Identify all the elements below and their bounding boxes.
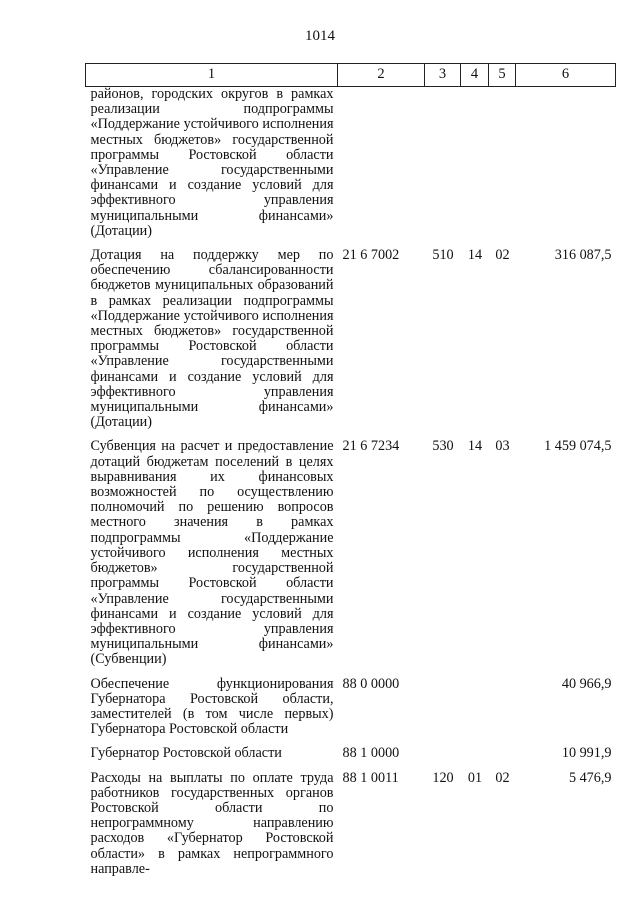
row-pr: 02	[495, 769, 510, 786]
row-code: 88 1 0000	[342, 745, 400, 762]
row-rz	[461, 737, 489, 761]
row-name: Расходы на выплаты по оплате труда работников государственных органов Ростовской области по непрограммному направлению расходов «Губернатор Ростовской области» в рамках непрограммного направле-	[90, 769, 334, 877]
row-vr: 120	[432, 769, 454, 786]
row-vr	[425, 668, 461, 738]
row-code	[338, 87, 425, 240]
row-name: Обеспечение функционирования Губернатора Ростовской области, заместителей (в том числе первых) Губернатора Ростовской области	[90, 675, 334, 738]
row-code: 21 6 7234	[342, 438, 400, 455]
row-amount: 316 087,5	[554, 247, 612, 264]
table-row	[86, 87, 616, 240]
row-rz: 01	[467, 769, 483, 786]
row-vr: 530	[432, 438, 454, 455]
row-name: Губернатор Ростовской области	[90, 745, 282, 762]
column-header-code: 2	[338, 64, 425, 87]
row-amount: 40 966,9	[561, 675, 612, 692]
row-name: Субвенция на расчет и предоставление дотаций бюджетам поселений в целях выравнивания их финансовых возможностей по осуществлению полномочий по решению вопросов местного значения в рамках подпрограммы «Поддержание устойчивого исполнения местных бюджетов» государственной программы Ростовской области «Управление государственными финансами и создание условий для эффективного управления муниципальными финансами» (Субвенции)	[90, 438, 334, 668]
table-row	[86, 737, 616, 761]
column-header-amount: 6	[516, 64, 616, 87]
column-header-name: 1	[86, 64, 338, 87]
row-amount: 1 459 074,5	[544, 438, 612, 455]
budget-table	[85, 63, 616, 877]
row-name: Дотация на поддержку мер по обеспечению сбалансированности бюджетов муниципальных образований в рамках реализации подпрограммы «Поддержание устойчивого исполнения местных бюджетов» государственной программы Ростовской области «Управление государственными финансами и создание условий для эффективного управления муниципальными финансами» (Дотации)	[90, 247, 334, 431]
row-pr: 03	[495, 438, 510, 455]
row-rz	[461, 668, 489, 738]
column-header-vr: 3	[425, 64, 461, 87]
row-vr: 510	[432, 247, 454, 264]
table-row	[86, 762, 616, 877]
row-vr	[425, 87, 461, 240]
column-header-rz: 4	[461, 64, 489, 87]
column-header-pr: 5	[489, 64, 516, 87]
page-number: 1014	[305, 28, 335, 44]
table-header-row	[86, 64, 616, 87]
row-amount: 10 991,9	[561, 745, 612, 762]
table-row	[86, 668, 616, 738]
row-code: 21 6 7002	[342, 247, 400, 264]
row-pr	[489, 737, 516, 761]
row-name: районов, городских округов в рамках реализации подпрограммы «Поддержание устойчивого исполнения местных бюджетов» государственной программы Ростовской области «Управление государственными финансами и создание условий для эффективного управления муниципальными финансами» (Дотации)	[90, 86, 334, 239]
table-row	[86, 239, 616, 430]
row-code: 88 0 0000	[342, 675, 400, 692]
row-pr	[489, 87, 516, 240]
row-pr: 02	[495, 247, 510, 264]
table-row	[86, 430, 616, 667]
row-amount	[516, 87, 616, 240]
row-rz	[461, 87, 489, 240]
row-amount: 5 476,9	[568, 769, 612, 786]
row-rz: 14	[467, 247, 483, 264]
row-vr	[425, 737, 461, 761]
row-code: 88 1 0011	[342, 769, 399, 786]
row-pr	[489, 668, 516, 738]
row-rz: 14	[467, 438, 483, 455]
